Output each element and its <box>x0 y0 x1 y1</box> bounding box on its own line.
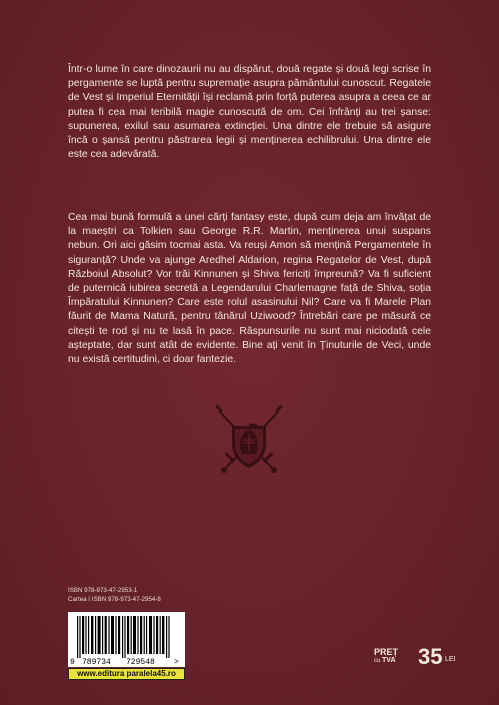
barcode-digit-first: 9 <box>70 658 75 667</box>
price-label: PREȚ <box>374 647 399 657</box>
price-tax-label: TVA <box>382 657 396 664</box>
knight-helmet-shield-crossed-swords-icon <box>212 404 286 478</box>
barcode-digits-left: 789734 <box>82 658 111 667</box>
isbn-block <box>68 586 208 604</box>
blurb-paragraph-2: Cea mai bună formulă a unei cărți fantasy este, după cum deja am învățat de la maeștri ca Tolkien sau George R.R. Martin, menținerea unui suspans nebun. Ori aici găsim tocmai asta. Va reuși Amon să mențină Pergamentele în siguranță? Unde va ajunge Aredhel Aldarion, regina Regatelor de Vest, după Războiul Absolut? Vor trăi Kinnunen și Shiva fericiți împreună? Va fi suficient de puternică iubirea secretă a Legendarului Charlemagne față de Shiva, soția Împăratului Kinnunen? Care este rolul asasinului Nil? Care va fi Marele Plan făurit de Mama Natură, pentru tânărul Uziwood? Întrebări care pe măsură ce citești te rod și nu te lasă în pace. Răspunsurile nu sunt mai niciodată cele așteptate, dar sunt atât de evidente. Bine ați venit în Ținuturile de Veci, unde nu există certitudini, ci doar fantezie. <box>68 212 431 366</box>
isbn-line-2: Cartea I ISBN 978-973-47-2954-8 <box>68 596 161 603</box>
barcode-graphic <box>68 612 185 667</box>
price-tax <box>374 657 396 665</box>
isbn-line-1: ISBN 978-973-47-2953-1 <box>68 587 138 594</box>
price-value: 35 <box>418 644 443 669</box>
barcode-digits-right: 729548 <box>126 658 155 667</box>
blurb-paragraph-1: Într-o lume în care dinozaurii nu au dispărut, două regate și două legi scrise în pergamente se luptă pentru supremație asupra pământului cunoscut. Regatele de Vest și Imperiul Eternității își reclamă prin forță puterea asupra a ceea ce ar putea fi cea mai teribilă magie cunoscută de om. Cei înfrânți au trei șanse: supunerea, exilul sau asumarea extincției. Una dintre ele trebuie să asigure încă o șansă pentru păstrarea legii și menținerea echilibrului. Una dintre ele este cea adevărată. <box>68 64 431 161</box>
publisher-url: www.editura paralela45.ro <box>68 668 185 680</box>
price-currency: LEI <box>445 656 456 663</box>
price-tax-prefix: cu <box>374 658 381 664</box>
barcode <box>68 612 185 667</box>
barcode-addon-arrow: > <box>174 658 179 667</box>
